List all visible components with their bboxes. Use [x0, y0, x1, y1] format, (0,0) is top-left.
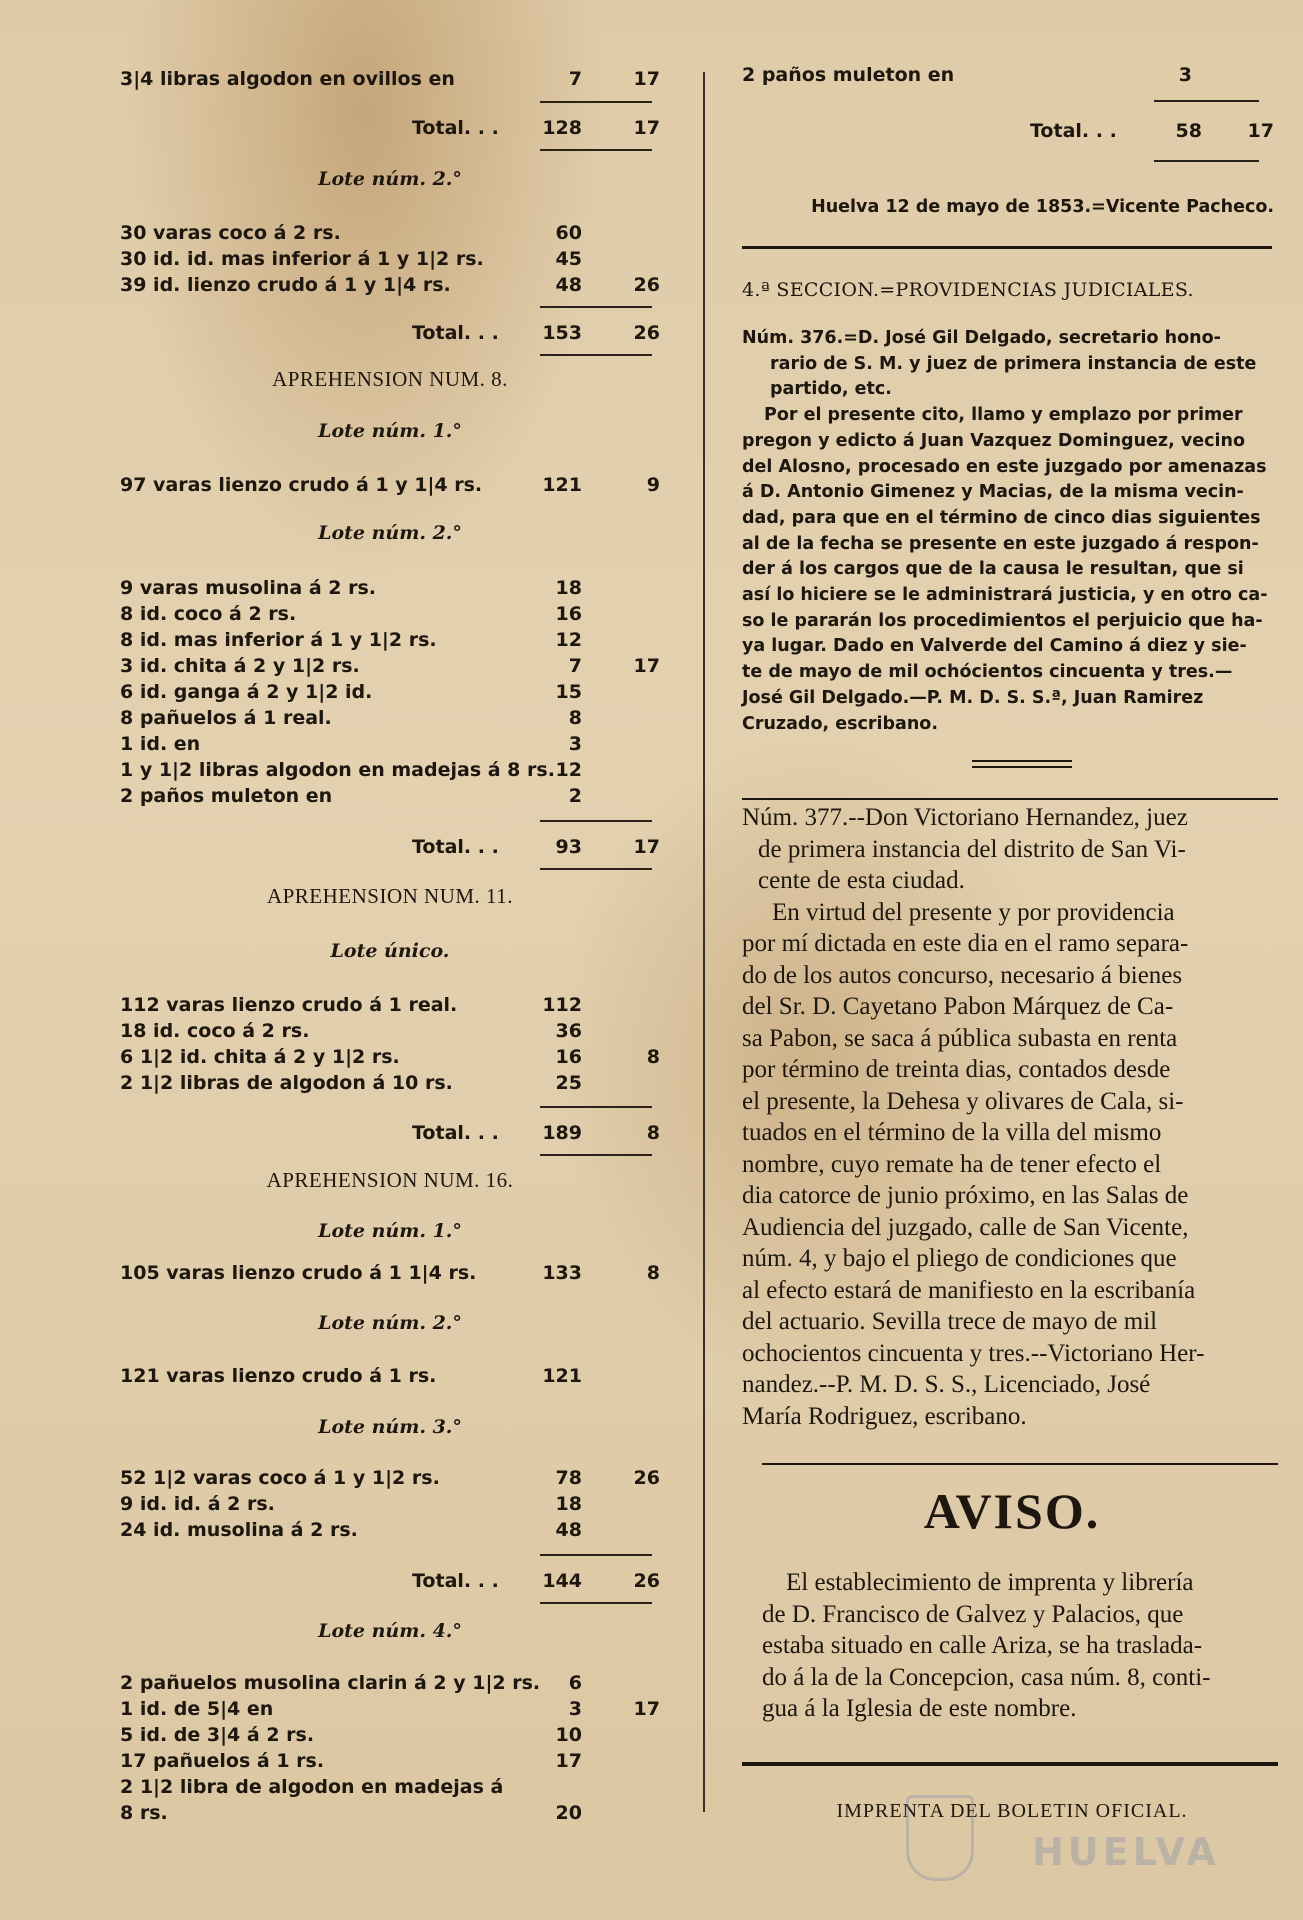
table-row	[742, 62, 1282, 88]
row-reales: 45	[555, 248, 582, 270]
row-maravedis: 17	[633, 655, 660, 677]
table-row	[120, 246, 660, 272]
total-label: Total. . .	[412, 836, 499, 858]
total-maravedis: 17	[1247, 120, 1274, 142]
text-line: de primera instancia del distrito de San Vi-	[758, 835, 1186, 863]
row-label: 1 id. en	[120, 733, 201, 755]
row-reales: 2	[568, 785, 582, 807]
sum-line	[540, 306, 652, 308]
lote-heading: Lote núm. 1.°	[318, 420, 462, 442]
sum-line	[540, 1106, 652, 1108]
row-label: 97 varas lienzo crudo á 1 y 1|4 rs.	[120, 474, 483, 496]
table-row	[120, 1748, 660, 1774]
text-line: á D. Antonio Gimenez y Macias, de la misma vecin-	[742, 482, 1244, 503]
total-reales: 189	[542, 1122, 582, 1144]
aviso-title: AVISO.	[923, 1483, 1101, 1539]
row-reales: 12	[555, 629, 582, 651]
aprehension-heading: APREHENSION NUM. 16.	[266, 1168, 514, 1192]
table-row	[120, 1018, 660, 1044]
row-label: 18 id. coco á 2 rs.	[120, 1020, 310, 1042]
row-reales: 8	[568, 707, 582, 729]
text-line: el presente, la Dehesa y olivares de Cala, si-	[742, 1087, 1184, 1115]
table-row	[120, 1260, 660, 1286]
row-reales: 18	[555, 577, 582, 599]
text-line: te de mayo de mil ochócientos cincuenta y tres.—	[742, 662, 1233, 683]
table-row	[120, 992, 660, 1018]
table-row	[120, 1722, 660, 1748]
separator-rule	[762, 1463, 1278, 1465]
row-reales: 48	[555, 1519, 582, 1541]
row-label: 2 paños muleton en	[120, 785, 333, 807]
row-reales: 12	[555, 759, 582, 781]
text-line: del actuario. Sevilla trece de mayo de mil	[742, 1308, 1158, 1335]
text-line: El establecimiento de imprenta y librería	[786, 1569, 1194, 1596]
aviso-body	[762, 1567, 1274, 1725]
row-reales: 18	[555, 1493, 582, 1515]
table-row	[120, 1044, 660, 1070]
text-line: Audiencia del juzgado, calle de San Vicente,	[742, 1213, 1189, 1241]
total-label: Total. . .	[412, 117, 499, 139]
total-reales: 58	[1175, 120, 1202, 142]
total-row	[120, 320, 660, 346]
text-line: der á los cargos que de la causa le resultan, que si	[742, 559, 1244, 580]
lote-heading: Lote núm. 4.°	[318, 1620, 462, 1642]
row-reales: 112	[542, 994, 582, 1016]
row-maravedis: 26	[633, 274, 660, 296]
table-row	[120, 679, 660, 705]
row-label: 6 1|2 id. chita á 2 y 1|2 rs.	[120, 1046, 400, 1068]
text-line: tuados en el término de la villa del mismo	[742, 1119, 1162, 1146]
row-maravedis: 26	[633, 1467, 660, 1489]
table-row	[120, 66, 660, 92]
table-row	[120, 705, 660, 731]
total-maravedis: 26	[633, 1570, 660, 1592]
text-line: sa Pabon, se saca á pública subasta en renta	[742, 1024, 1178, 1052]
table-row	[120, 601, 660, 627]
table-row	[120, 1800, 660, 1826]
row-label: 105 varas lienzo crudo á 1 1|4 rs.	[120, 1262, 477, 1284]
sum-line	[540, 1154, 652, 1156]
lote-heading: Lote núm. 1.°	[318, 1220, 462, 1242]
table-row	[120, 1070, 660, 1096]
row-label: 9 varas musolina á 2 rs.	[120, 577, 376, 599]
text-line: dad, para que en el término de cinco dias siguientes	[742, 507, 1261, 528]
text-line: al de la fecha se presente en este juzgado á respon-	[742, 533, 1259, 554]
row-maravedis: 8	[646, 1046, 660, 1068]
notice-376	[742, 326, 1282, 737]
text-line: ochocientos cincuenta y tres.--Victoriano Her-	[742, 1339, 1205, 1367]
total-maravedis: 8	[646, 1122, 660, 1144]
table-row	[120, 1363, 660, 1389]
row-label: 121 varas lienzo crudo á 1 rs.	[120, 1365, 437, 1387]
text-line: Cruzado, escribano.	[742, 713, 938, 734]
archive-seal-icon	[906, 1795, 974, 1881]
row-reales: 15	[555, 681, 582, 703]
text-line: so le pararán los procedimientos el perjuicio que ha-	[742, 610, 1263, 631]
row-reales: 3	[568, 1698, 582, 1720]
table-row	[120, 272, 660, 298]
text-line: al efecto estará de manifiesto en la escribanía	[742, 1276, 1196, 1304]
lote-heading: Lote núm. 2.°	[318, 522, 462, 544]
lote-heading: Lote núm. 2.°	[318, 1312, 462, 1334]
aprehension-heading: APREHENSION NUM. 11.	[266, 884, 514, 908]
table-row	[120, 731, 660, 757]
row-label: 1 id. de 5|4 en	[120, 1698, 274, 1720]
row-reales: 6	[568, 1672, 582, 1694]
row-reales: 16	[555, 603, 582, 625]
table-row	[120, 1517, 660, 1543]
row-reales: 7	[568, 68, 582, 90]
row-label: 5 id. de 3|4 á 2 rs.	[120, 1724, 315, 1746]
row-reales: 25	[555, 1072, 582, 1094]
row-label: 2 pañuelos musolina clarin á 2 y 1|2 rs.	[120, 1672, 541, 1694]
text-line: Núm. 376.=D. José Gil Delgado, secretario hono-	[742, 328, 1221, 348]
text-line: partido, etc.	[770, 379, 892, 400]
text-line: do á la de la Concepcion, casa núm. 8, conti-	[762, 1663, 1211, 1691]
text-line: núm. 4, y bajo el pliego de condiciones que	[742, 1245, 1177, 1272]
sum-line	[1154, 160, 1259, 162]
row-reales: 133	[542, 1262, 582, 1284]
table-row	[120, 220, 660, 246]
sum-line	[540, 1554, 652, 1556]
lote-heading: Lote único.	[330, 940, 450, 962]
column-divider	[703, 72, 705, 1812]
row-reales: 121	[542, 474, 582, 496]
total-reales: 153	[542, 322, 582, 344]
total-row	[120, 115, 660, 141]
total-reales: 144	[542, 1570, 582, 1592]
text-line: rario de S. M. y juez de primera instancia de este	[770, 353, 1257, 374]
text-line: por mí dictada en este dia en el ramo separa-	[742, 930, 1189, 957]
row-maravedis: 17	[633, 1698, 660, 1720]
text-line: gua á la Iglesia de este nombre.	[762, 1695, 1077, 1722]
lote-heading: Lote núm. 2.°	[318, 168, 462, 190]
row-label: 3 id. chita á 2 y 1|2 rs.	[120, 655, 360, 677]
text-line: Núm. 377.--Don Victoriano Hernandez, juez	[742, 804, 1188, 831]
row-reales: 17	[555, 1750, 582, 1772]
text-line: del Alosno, procesado en este juzgado por amenazas	[742, 456, 1267, 477]
row-label: 112 varas lienzo crudo á 1 real.	[120, 994, 458, 1016]
row-label: 8 id. coco á 2 rs.	[120, 603, 297, 625]
section-heading: 4.ª SECCION.=PROVIDENCIAS JUDICIALES.	[742, 279, 1194, 301]
sum-line	[540, 149, 652, 151]
total-row	[120, 1568, 660, 1594]
text-line: nombre, cuyo remate ha de tener efecto el	[742, 1150, 1162, 1178]
text-line: pregon y edicto á Juan Vazquez Dominguez, vecino	[742, 430, 1245, 451]
table-row	[120, 1670, 660, 1696]
text-line: do de los autos concurso, necesario á bienes	[742, 961, 1183, 989]
text-line: nandez.--P. M. D. S. S., Licenciado, José	[742, 1371, 1151, 1398]
row-label: 30 id. id. mas inferior á 1 y 1|2 rs.	[120, 248, 484, 270]
table-row	[120, 653, 660, 679]
sum-line	[540, 101, 652, 103]
text-line: así lo hiciere se le administrará justicia, y en otro ca-	[742, 585, 1268, 606]
row-reales: 20	[555, 1802, 582, 1824]
text-line: estaba situado en calle Ariza, se ha traslada-	[762, 1632, 1203, 1659]
total-reales: 128	[542, 117, 582, 139]
row-label: 1 y 1|2 libras algodon en madejas á 8 rs.	[120, 759, 555, 781]
row-reales: 78	[555, 1467, 582, 1489]
row-maravedis: 8	[646, 1262, 660, 1284]
text-line: María Rodriguez, escribano.	[742, 1402, 1027, 1430]
total-label: Total. . .	[412, 1570, 499, 1592]
row-maravedis: 9	[646, 474, 660, 496]
row-label: 2 1|2 libras de algodon á 10 rs.	[120, 1072, 453, 1094]
table-row	[120, 575, 660, 601]
table-row	[120, 757, 660, 783]
row-reales: 3	[1178, 64, 1192, 86]
row-label: 2 1|2 libra de algodon en madejas á	[120, 1776, 504, 1798]
lote-heading: Lote núm. 3.°	[318, 1416, 462, 1438]
text-line: del Sr. D. Cayetano Pabon Márquez de Ca-	[742, 993, 1174, 1020]
total-row	[742, 118, 1282, 144]
text-line: cente de esta ciudad.	[758, 867, 965, 894]
text-line: En virtud del presente y por providencia	[772, 898, 1175, 926]
total-row	[120, 834, 660, 860]
sum-line	[1154, 100, 1259, 102]
row-label: 9 id. id. á 2 rs.	[120, 1493, 275, 1515]
row-reales: 60	[555, 222, 582, 244]
row-reales: 16	[555, 1046, 582, 1068]
imprint-line: IMPRENTA DEL BOLETIN OFICIAL.	[836, 1800, 1188, 1822]
text-line: por término de treinta dias, contados desde	[742, 1056, 1171, 1083]
row-label: 17 pañuelos á 1 rs.	[120, 1750, 325, 1772]
table-row	[120, 1491, 660, 1517]
table-row	[120, 1774, 660, 1800]
total-label: Total. . .	[412, 322, 499, 344]
row-label: 2 paños muleton en	[742, 64, 955, 86]
separator-rule	[742, 798, 1278, 800]
footer-rule	[742, 1762, 1278, 1766]
total-maravedis: 26	[633, 322, 660, 344]
row-label: 52 1|2 varas coco á 1 y 1|2 rs.	[120, 1467, 440, 1489]
text-line: Por el presente cito, llamo y emplazo por primer	[764, 405, 1243, 426]
text-line: ya lugar. Dado en Valverde del Camino á diez y sie-	[742, 636, 1247, 657]
row-reales: 10	[555, 1724, 582, 1746]
row-label: 39 id. lienzo crudo á 1 y 1|4 rs.	[120, 274, 451, 296]
total-maravedis: 17	[633, 836, 660, 858]
table-row	[120, 627, 660, 653]
table-row	[120, 1465, 660, 1491]
row-label: 30 varas coco á 2 rs.	[120, 222, 341, 244]
total-row	[120, 1120, 660, 1146]
ornament-rule	[972, 766, 1072, 768]
notice-377	[742, 802, 1282, 1432]
table-row	[120, 472, 660, 498]
text-line: de D. Francisco de Galvez y Palacios, que	[762, 1600, 1184, 1628]
text-line: José Gil Delgado.—P. M. D. S. S.ª, Juan Ramirez	[742, 687, 1204, 708]
row-reales: 48	[555, 274, 582, 296]
sum-line	[540, 820, 652, 822]
table-row	[120, 783, 660, 809]
total-label: Total. . .	[412, 1122, 499, 1144]
sum-line	[540, 1602, 652, 1604]
total-maravedis: 17	[633, 117, 660, 139]
aprehension-heading: APREHENSION NUM. 8.	[272, 367, 508, 391]
text-line: dia catorce de junio próximo, en las Salas de	[742, 1182, 1189, 1209]
sum-line	[540, 354, 652, 356]
row-reales: 7	[568, 655, 582, 677]
row-reales: 121	[542, 1365, 582, 1387]
dateline: Huelva 12 de mayo de 1853.=Vicente Pacheco.	[811, 197, 1274, 217]
table-row	[120, 1696, 660, 1722]
section-rule	[742, 246, 1272, 249]
row-reales: 3	[568, 733, 582, 755]
archive-watermark: HUELVA	[1032, 1830, 1220, 1874]
total-reales: 93	[555, 836, 582, 858]
sum-line	[540, 868, 652, 870]
ornament-rule	[972, 760, 1072, 762]
total-label: Total. . .	[1030, 120, 1117, 142]
row-label: 8 id. mas inferior á 1 y 1|2 rs.	[120, 629, 437, 651]
row-reales: 36	[555, 1020, 582, 1042]
row-label: 8 pañuelos á 1 real.	[120, 707, 332, 729]
row-label: 8 rs.	[120, 1802, 168, 1824]
row-maravedis: 17	[633, 68, 660, 90]
row-label: 3|4 libras algodon en ovillos en	[120, 68, 455, 90]
row-label: 24 id. musolina á 2 rs.	[120, 1519, 358, 1541]
row-label: 6 id. ganga á 2 y 1|2 id.	[120, 681, 373, 703]
